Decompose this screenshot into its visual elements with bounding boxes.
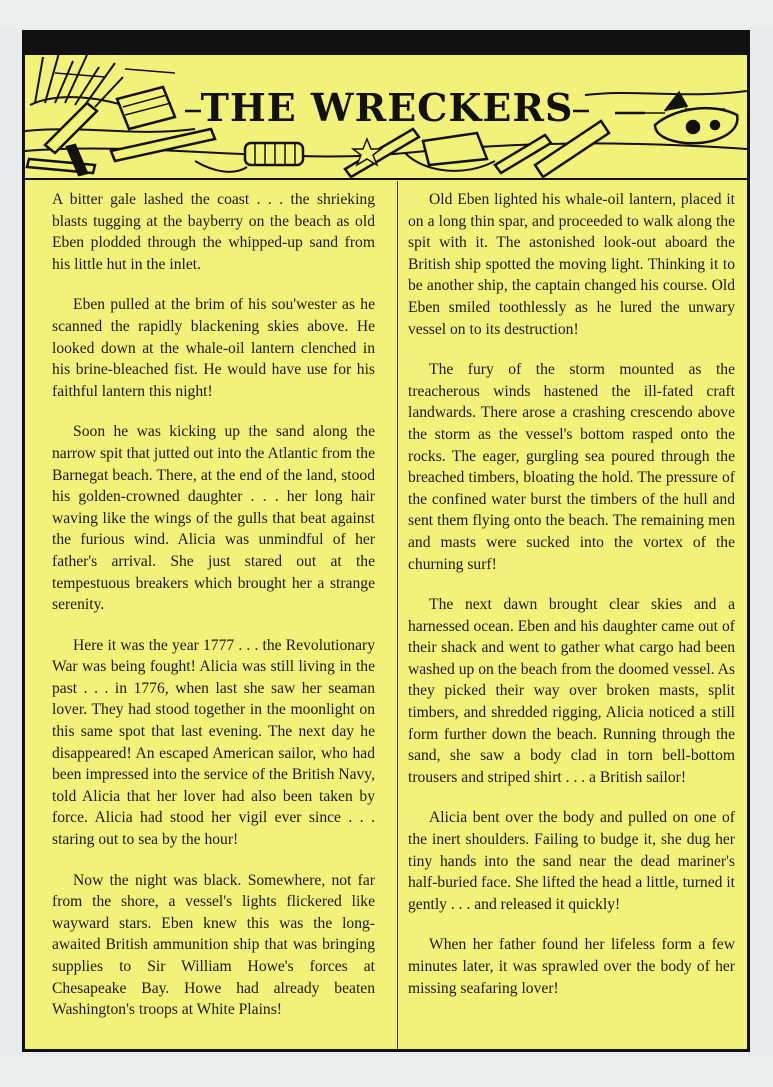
broken-spar-icon bbox=[27, 103, 97, 175]
story-paragraph: Soon he was kicking up the sand along the narrow spit that jutted out into the Atlantic from the Barnegat beach. There, at the end of the land, stood his golden-crowned daughter . . . her long hair waving like the wings of the gulls that beat against the furious wind. Alicia was unmindful of her father's arrival. She just stared out at the tempestuous breakers which brought her a strange serenity. bbox=[52, 423, 375, 614]
story-paragraph: A bitter gale lashed the coast . . . the shrieking blasts tugging at the bayberry on the beach as old Eben plodded through the whipped-up sand from his little hut in the inlet. bbox=[52, 191, 375, 273]
story-paragraph: The next dawn brought clear skies and a harnessed ocean. Eben and his daughter came out of their shack and went to gather what cargo had been washed up on the beach from the doomed vessel. As they picked their way over broken masts, split timbers, and shredded rigging, Alicia noticed a still form further down the beach. Running through the sand, she saw a body clad in torn bell-bottom trousers and striped shirt . . . a British sailor! bbox=[408, 596, 735, 786]
story-paragraph: The fury of the storm mounted as the treacherous winds hastened the ill-fated craft landwards. There arose a crashing crescendo above the storm as the vessel's bottom rasped onto the rocks. The eager, gurgling sea poured through the breached timbers, bloating the hold. The pressure of the confined water burst the timbers of the hull and sent them flying onto the beach. The remaining men and masts were sucked into the vortex of the churning surf! bbox=[408, 361, 735, 573]
story-paragraph: Alicia bent over the body and pulled on one of the inert shoulders. Failing to budge it, she dug her tiny hands into the sand near the dead mariner's half-buried face. She lifted the head a little, turned it gently . . . and released it quickly! bbox=[408, 809, 735, 913]
story-paragraph: Eben pulled at the brim of his sou'wester as he scanned the rapidly blackening skies above. He looked down at the whale-oil lantern clenched in his brine-bleached fist. He would have use for his faithful lantern this night! bbox=[52, 296, 375, 400]
page-bottom-margin bbox=[0, 1058, 773, 1087]
right-column bbox=[408, 189, 735, 1018]
story-title: THE WRECKERS bbox=[200, 85, 574, 130]
story-paragraph: Now the night was black. Somewhere, not far from the shore, a vessel's lights flickered like wayward stars. Eben knew this was the long-awaited British ammunition ship that was bringing supplies to Sir William Howe's forces at Chesapeake Bay. Howe had already beaten Washington's troops at White Plains! bbox=[52, 871, 375, 1019]
story-panel bbox=[22, 30, 750, 1052]
story-paragraph: Here it was the year 1777 . . . the Revolutionary War was being fought! Alicia was still living in the past . . . in 1776, when last she saw her seaman lover. They had stood together in the moonlight on this same spot that last evening. The next day he disappeared! An escaped American sailor, who had been impressed into the service of the British Navy, told Alicia that her lover had also been taken by force. Alicia had stood her vigil ever since . . . staring out to sea by the hour! bbox=[52, 636, 375, 849]
column-divider bbox=[397, 181, 398, 1049]
wrecked-hull-icon bbox=[655, 93, 737, 143]
floating-crate-icon bbox=[117, 87, 175, 129]
page-top-margin bbox=[0, 0, 773, 28]
left-column bbox=[52, 189, 375, 1040]
title-banner bbox=[25, 33, 747, 180]
story-paragraph: When her father found her lifeless form a few minutes later, it was sprawled over the body of her missing seafaring lover! bbox=[408, 936, 735, 997]
barrel-icon bbox=[245, 143, 303, 165]
story-paragraph: Old Eben lighted his whale-oil lantern, placed it on a long thin spar, and proceeded to walk along the spit with it. The astonished look-out aboard the British ship spotted the moving light. Thinking it to be another ship, the captain changed his course. Old Eben smiled toothlessly as he lured the unwary vessel on to its destruction! bbox=[408, 191, 735, 338]
